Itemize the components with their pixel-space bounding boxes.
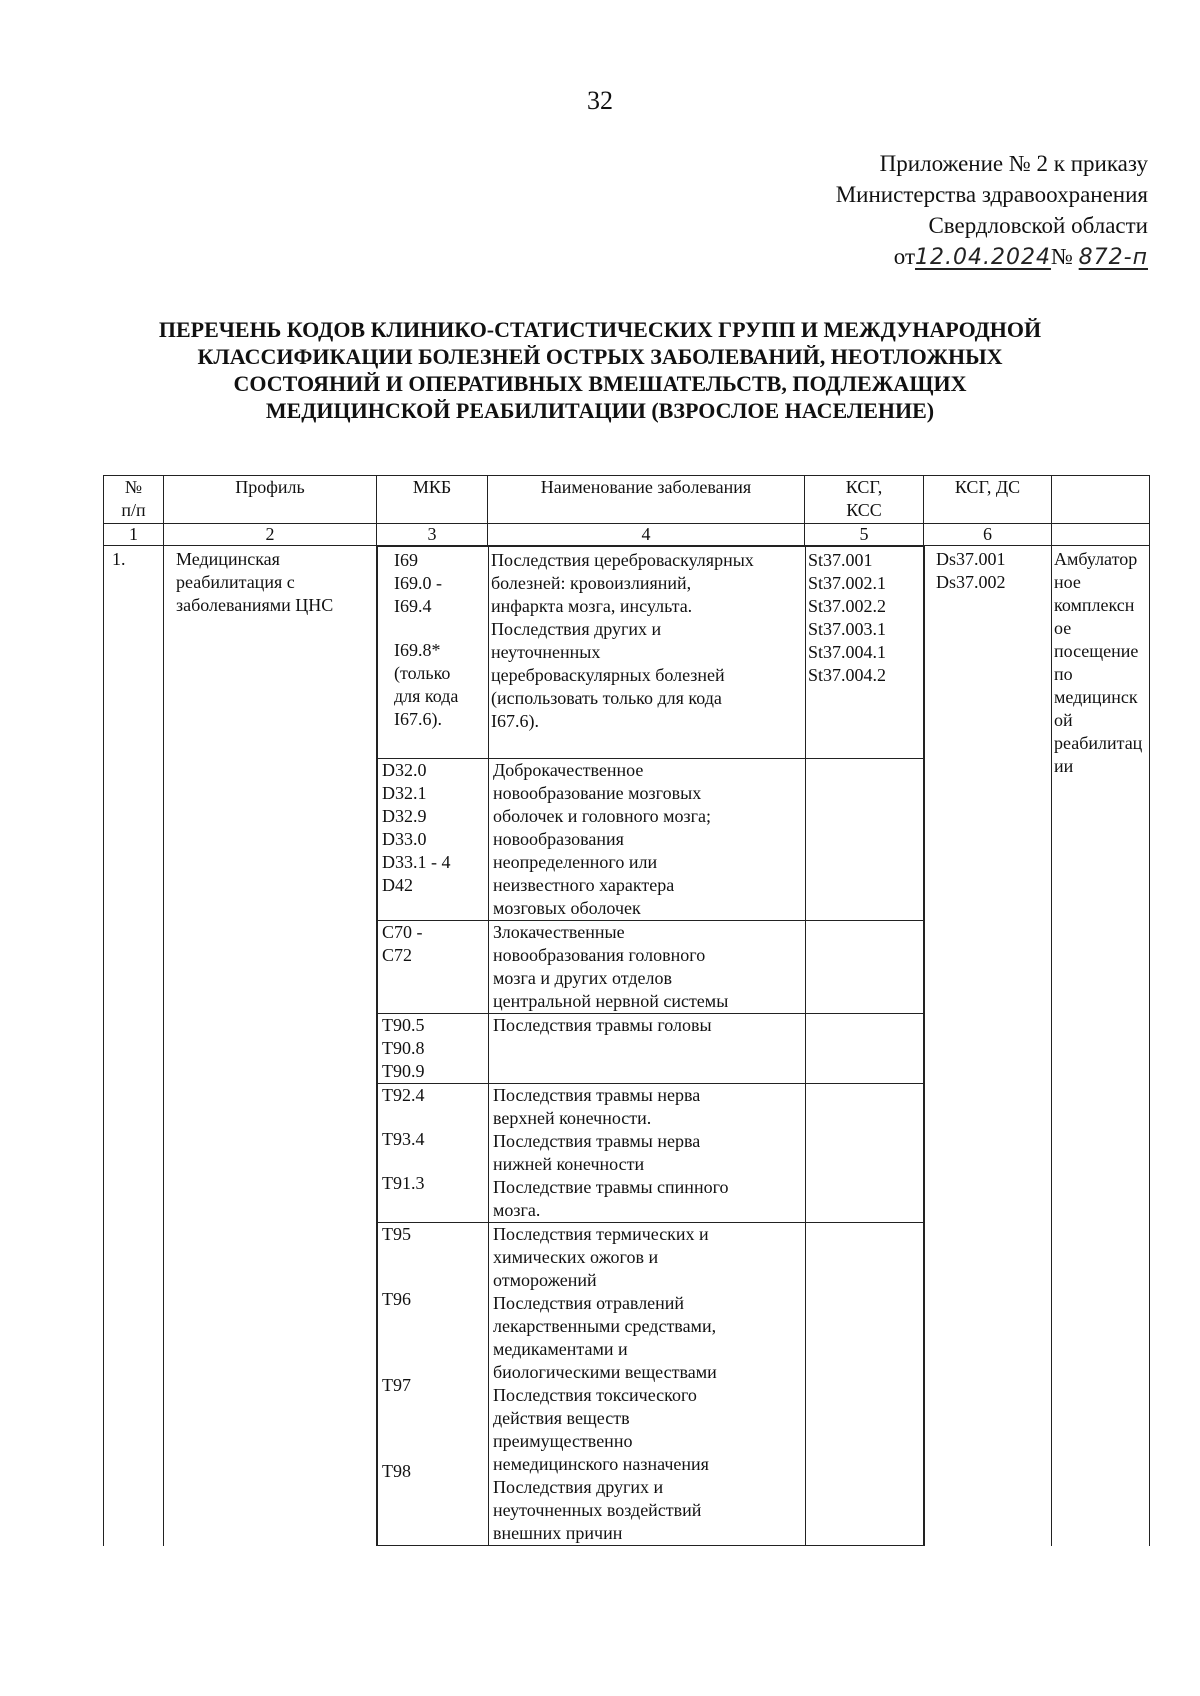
group-row (378, 1014, 925, 1084)
spacer (382, 1151, 484, 1172)
extra-line: Амбулатор (1054, 549, 1138, 569)
extra-line: комплексн (1054, 595, 1135, 615)
header-num-line-2: п/п (121, 500, 146, 520)
group-row (378, 1084, 925, 1223)
spacer (394, 731, 484, 752)
column-number-row (104, 524, 1150, 546)
row-ksg-ds (924, 546, 1052, 1547)
title-line-2: КЛАССИФИКАЦИИ БОЛЕЗНЕЙ ОСТРЫХ ЗАБОЛЕВАНИЙ, НЕОТЛОЖНЫХ (197, 344, 1003, 369)
spacer (382, 1353, 484, 1374)
annex-header (836, 148, 1148, 273)
header-ksg-ds: КСГ, ДС (924, 476, 1052, 524)
disease-line: неуточненных (491, 642, 601, 662)
disease-line: медикаментами и (493, 1339, 628, 1359)
group-row (378, 547, 925, 759)
profile-line: реабилитация с (176, 572, 295, 592)
disease-line: Последствия травмы нерва (493, 1085, 701, 1105)
header-disease: Наименование заболевания (488, 476, 805, 524)
extra-line: реабилитац (1054, 733, 1143, 753)
row-number: 1. (104, 546, 164, 1547)
handwritten-date: 12.04.2024 (915, 245, 1051, 270)
disease-line: инфаркта мозга, инсульта. (491, 596, 693, 616)
group-disease (489, 759, 806, 921)
col-number: 5 (805, 524, 924, 546)
disease-line: Последствия токсического (493, 1385, 697, 1405)
mkb-name-ksg-block (377, 546, 924, 1547)
title-line-3: СОСТОЯНИЙ И ОПЕРАТИВНЫХ ВМЕШАТЕЛЬСТВ, ПОДЛЕЖАЩИХ (233, 371, 967, 396)
disease-line: Последствия других и (491, 619, 662, 639)
page-number: 32 (587, 86, 613, 115)
row-profile (164, 546, 377, 1547)
mkb-code: (только (394, 663, 451, 683)
group-disease (489, 547, 806, 759)
spacer (382, 1246, 484, 1267)
mkb-code: D33.0 (382, 829, 427, 849)
mkb-code: T93.4 (382, 1129, 425, 1149)
handwritten-number: 872-п (1078, 245, 1148, 270)
disease-line: преимущественно (493, 1431, 633, 1451)
order-date-number (836, 241, 1148, 273)
spacer (382, 1483, 484, 1504)
disease-line: Последствия отравлений (493, 1293, 685, 1313)
disease-line: Последствие травмы спинного (493, 1177, 729, 1197)
disease-line: Последствия травмы головы (493, 1015, 712, 1035)
extra-line: ое (1054, 618, 1072, 638)
number-label: № (1050, 244, 1073, 269)
ksg-code: St37.002.1 (808, 573, 887, 593)
row-extra (1052, 546, 1150, 1547)
header-ksg-line-1: КСГ, (845, 477, 883, 497)
group-mkb (378, 921, 489, 1014)
group-mkb (378, 759, 489, 921)
disease-line: мозга. (493, 1200, 541, 1220)
ksg-code: St37.004.1 (808, 642, 887, 662)
ksg-code: St37.004.2 (808, 665, 887, 685)
disease-line: биологическими веществами (493, 1362, 717, 1382)
document-title (60, 316, 1140, 424)
extra-line: по (1054, 664, 1073, 684)
ksg-empty (806, 1014, 925, 1084)
mkb-code: D32.0 (382, 760, 427, 780)
extra-line: ии (1054, 756, 1074, 776)
spacer (382, 1439, 484, 1460)
col-number (1052, 524, 1150, 546)
mkb-code: T90.5 (382, 1015, 425, 1035)
mkb-code: D42 (382, 875, 413, 895)
ksg-code: St37.002.2 (808, 596, 887, 616)
disease-line: Последствия цереброваскулярных (491, 550, 754, 570)
ksg-empty (806, 1223, 925, 1546)
header-num (104, 476, 164, 524)
disease-line: действия веществ (493, 1408, 630, 1428)
group-subtable (377, 546, 925, 1546)
spacer (382, 1311, 484, 1332)
table-row (104, 546, 1150, 1547)
group-row (378, 1223, 925, 1546)
profile-line: заболеваниями ЦНС (176, 595, 334, 615)
group-disease (489, 1084, 806, 1223)
spacer (382, 1504, 484, 1525)
col-number: 6 (924, 524, 1052, 546)
mkb-code: D32.9 (382, 806, 427, 826)
mkb-code: T98 (382, 1461, 411, 1481)
disease-line: лекарственными средствами, (493, 1316, 717, 1336)
disease-line: новообразование мозговых (493, 783, 702, 803)
disease-line: Последствия других и (493, 1477, 664, 1497)
ksg-code: St37.001 (808, 550, 873, 570)
ksg-empty (806, 759, 925, 921)
header-ksg-line-2: КСС (846, 500, 882, 520)
extra-line: ное (1054, 572, 1081, 592)
spacer (382, 1195, 484, 1216)
mkb-code: I67.6). (394, 709, 442, 729)
annex-line-1: Приложение № 2 к приказу (879, 151, 1148, 176)
mkb-code: T90.9 (382, 1061, 425, 1081)
header-profile: Профиль (164, 476, 377, 524)
group-disease (489, 921, 806, 1014)
disease-line: химических ожогов и (493, 1247, 659, 1267)
mkb-code: для кода (394, 686, 459, 706)
ksg-ds-code: Ds37.001 (936, 549, 1006, 569)
group-row (378, 921, 925, 1014)
mkb-code: I69 (394, 550, 418, 570)
group-mkb (378, 1084, 489, 1223)
disease-line: немедицинского назначения (493, 1454, 709, 1474)
group-mkb (378, 1223, 489, 1546)
disease-line: (использовать только для кода (491, 688, 722, 708)
col-number: 1 (104, 524, 164, 546)
annex-line-3: Свердловской области (928, 213, 1148, 238)
mkb-code: T96 (382, 1289, 411, 1309)
group-mkb (378, 547, 489, 759)
header-row (104, 476, 1150, 524)
disease-line: Последствия термических и (493, 1224, 709, 1244)
profile-line: Медицинская (176, 549, 280, 569)
disease-line: новообразования (493, 829, 624, 849)
mkb-code: T90.8 (382, 1038, 425, 1058)
extra-line: посещение (1054, 641, 1139, 661)
disease-line: мозга и других отделов (493, 968, 672, 988)
group-disease (489, 1223, 806, 1546)
group-mkb (378, 1014, 489, 1084)
col-number: 2 (164, 524, 377, 546)
mkb-code: D33.1 - 4 (382, 852, 451, 872)
disease-line: отморожений (493, 1270, 597, 1290)
mkb-code: I69.0 - (394, 573, 442, 593)
disease-line: верхней конечности. (493, 1108, 652, 1128)
disease-line: I67.6). (491, 711, 539, 731)
extra-line: медицинск (1054, 687, 1138, 707)
mkb-code: D32.1 (382, 783, 427, 803)
col-number: 4 (488, 524, 805, 546)
mkb-code: T95 (382, 1224, 411, 1244)
spacer (382, 1267, 484, 1288)
ksg-empty (806, 921, 925, 1014)
disease-line: Доброкачественное (493, 760, 644, 780)
disease-line: внешних причин (493, 1523, 623, 1543)
header-mkb: МКБ (377, 476, 488, 524)
codes-table (103, 475, 1150, 1546)
spacer (382, 1107, 484, 1128)
disease-line: неопределенного или (493, 852, 658, 872)
disease-line: оболочек и головного мозга; (493, 806, 711, 826)
disease-line: Злокачественные (493, 922, 625, 942)
mkb-code: T97 (382, 1375, 411, 1395)
group-row (378, 759, 925, 921)
annex-line-2: Министерства здравоохранения (835, 182, 1148, 207)
disease-line: Последствия травмы нерва (493, 1131, 701, 1151)
mkb-code: C72 (382, 945, 413, 965)
title-line-1: ПЕРЕЧЕНЬ КОДОВ КЛИНИКО-СТАТИСТИЧЕСКИХ ГРУПП И МЕЖДУНАРОДНОЙ (158, 317, 1042, 342)
disease-line: нижней конечности (493, 1154, 645, 1174)
ksg-code: St37.003.1 (808, 619, 887, 639)
extra-line: ой (1054, 710, 1073, 730)
spacer (382, 1397, 484, 1418)
group-disease (489, 1014, 806, 1084)
spacer (382, 1418, 484, 1439)
mkb-code: I69.4 (394, 596, 432, 616)
disease-line: центральной нервной системы (493, 991, 729, 1011)
from-label: от (893, 244, 915, 269)
ksg-codes (806, 547, 925, 759)
disease-line: новообразования головного (493, 945, 706, 965)
ksg-ds-code: Ds37.002 (936, 572, 1006, 592)
disease-line: цереброваскулярных болезней (491, 665, 725, 685)
mkb-code: C70 - (382, 922, 423, 942)
disease-line: болезней: кровоизлияний, (491, 573, 692, 593)
mkb-code: I69.8* (394, 640, 441, 660)
mkb-code: T92.4 (382, 1085, 425, 1105)
spacer (382, 1332, 484, 1353)
header-extra (1052, 476, 1150, 524)
header-num-line-1: № (124, 477, 143, 497)
disease-line: неизвестного характера (493, 875, 675, 895)
title-line-4: МЕДИЦИНСКОЙ РЕАБИЛИТАЦИИ (ВЗРОСЛОЕ НАСЕЛЕНИЕ) (265, 398, 935, 423)
header-ksg (805, 476, 924, 524)
disease-line: неуточненных воздействий (493, 1500, 702, 1520)
spacer (394, 618, 484, 639)
disease-line: мозговых оболочек (493, 898, 641, 918)
mkb-code: T91.3 (382, 1173, 425, 1193)
col-number: 3 (377, 524, 488, 546)
ksg-empty (806, 1084, 925, 1223)
